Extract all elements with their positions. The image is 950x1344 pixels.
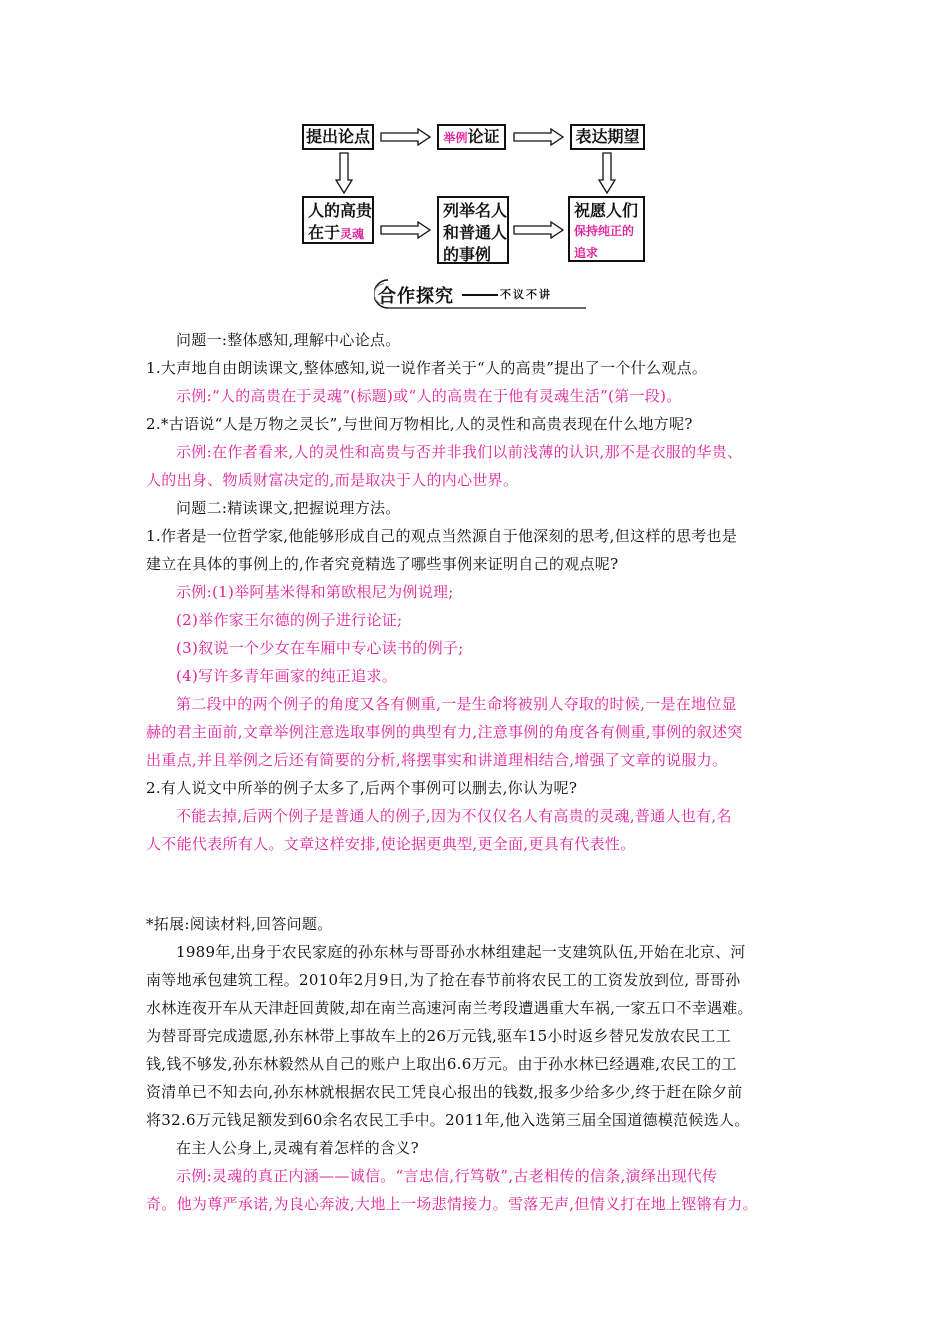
diagram-box-nobility-line1: 人的高贵 (308, 201, 373, 220)
text-line: 第二段中的两个例子的角度又各有侧重,一是生命将被别人夺取的时候,一是在地位显 (176, 695, 737, 713)
text-line: 建立在具体的事例上的,作者究竟精选了哪些事例来证明自己的观点呢? (146, 555, 619, 573)
text-line: (2)举作家王尔德的例子进行论证; (176, 611, 403, 629)
arrow-right-icon (380, 128, 432, 146)
text-line: 2.*古语说“人是万物之灵长”,与世间万物相比,人的灵性和高贵表现在什么地方呢? (146, 415, 693, 433)
arrow-right-icon (380, 221, 432, 239)
text-line: (4)写许多青年画家的纯正追求。 (176, 667, 398, 685)
text-line: 1.作者是一位哲学家,他能够形成自己的观点当然源自于他深刻的思考,但这样的思考也是 (146, 527, 738, 545)
diagram-box-nobility (302, 196, 374, 244)
diagram-box-expectation (570, 124, 645, 150)
diagram-box-examples-line2: 和普通人 (443, 223, 508, 242)
text-line: 将32.6万元钱足额发到60余名农民工手中。2011年,他入选第三届全国道德模范候选人。 (146, 1111, 750, 1129)
arrow-down-icon (335, 152, 353, 194)
section-banner-subtitle: 不议不讲 (500, 288, 552, 301)
diagram-box-wish-highlight2: 追求 (574, 246, 599, 260)
diagram-box-argument-label: 论证 (467, 127, 500, 146)
diagram-box-expectation-label: 表达期望 (575, 127, 640, 146)
text-line: 问题一:整体感知,理解中心论点。 (176, 331, 401, 349)
diagram-box-thesis (302, 124, 374, 150)
text-line: 人不能代表所有人。文章这样安排,使论据更典型,更全面,更具有代表性。 (146, 835, 636, 853)
diagram-box-wish-highlight1: 保持纯正的 (574, 224, 635, 238)
text-line: 资清单已不知去向,孙东林就根据农民工凭良心报出的钱数,报多少给多少,终于赶在除夕前 (146, 1083, 743, 1101)
arrow-down-icon (598, 152, 616, 194)
text-line: 奇。他为尊严承诺,为良心奔波,大地上一场悲情接力。雪落无声,但情义打在地上铿锵有力。 (146, 1195, 758, 1213)
text-line: 钱,钱不够发,孙东林毅然从自己的账户上取出6.6万元。由于孙水林已经遇难,农民工的工 (146, 1055, 737, 1073)
text-line: 为替哥哥完成遗愿,孙东林带上事故车上的26万元钱,驱车15小时返乡替兄发放农民工工 (146, 1027, 732, 1045)
text-line: 2.有人说文中所举的例子太多了,后两个事例可以删去,你认为呢? (146, 779, 578, 797)
text-line: 1989年,出身于农民家庭的孙东林与哥哥孙水林组建起一支建筑队伍,开始在北京、河 (176, 943, 746, 961)
diagram-box-argument-highlight: 举例 (443, 131, 468, 145)
text-line: 问题二:精读课文,把握说理方法。 (176, 499, 401, 517)
text-line: 水林连夜开车从天津赶回黄陂,却在南兰高速河南兰考段遭遇重大车祸,一家五口不幸遇难。 (146, 999, 753, 1017)
section-banner-dash (462, 294, 498, 296)
diagram-box-wish (568, 196, 645, 262)
diagram-box-thesis-label: 提出论点 (305, 127, 370, 146)
text-line: 南等地承包建筑工程。2010年2月9日,为了抢在春节前将农民工的工资发放到位, 哥哥孙 (146, 971, 741, 989)
diagram-box-nobility-line2: 在于 (308, 223, 341, 242)
text-line: 1.大声地自由朗读课文,整体感知,说一说作者关于“人的高贵”提出了一个什么观点。 (146, 359, 708, 377)
text-line: 示例:灵魂的真正内涵——诚信。“言忠信,行笃敬”,古老相传的信条,演绎出现代传 (176, 1167, 718, 1185)
text-line: 不能去掉,后两个例子是普通人的例子,因为不仅仅名人有高贵的灵魂,普通人也有,名 (176, 807, 732, 825)
diagram-box-nobility-highlight: 灵魂 (340, 227, 365, 241)
diagram-box-argument (437, 124, 506, 150)
diagram-box-examples-line3: 的事例 (443, 245, 492, 264)
text-line: 示例:“人的高贵在于灵魂”(标题)或“人的高贵在于他有灵魂生活”(第一段)。 (176, 387, 682, 405)
arrow-right-icon (513, 221, 565, 239)
text-line: 赫的君主面前,文章举例注意选取事例的典型有力,注意事例的角度各有侧重,事例的叙述突 (146, 723, 743, 741)
text-line: 在主人公身上,灵魂有着怎样的含义? (176, 1139, 419, 1157)
text-line: 示例:(1)举阿基米得和第欧根尼为例说理; (176, 583, 454, 601)
text-line: (3)叙说一个少女在车厢中专心读书的例子; (176, 639, 464, 657)
arrow-right-icon (513, 128, 565, 146)
diagram-box-examples (437, 196, 509, 264)
text-line: 人的出身、物质财富决定的,而是取决于人的内心世界。 (146, 471, 519, 489)
diagram-box-examples-line1: 列举名人 (443, 201, 508, 220)
text-line: *拓展:阅读材料,回答问题。 (146, 915, 333, 933)
text-line: 示例:在作者看来,人的灵性和高贵与否并非我们以前浅薄的认识,那不是衣服的华贵、 (176, 443, 743, 461)
diagram-box-wish-line1: 祝愿人们 (574, 201, 639, 220)
section-banner-title: 合作探究 (378, 286, 454, 307)
text-line: 出重点,并且举例之后还有简要的分析,将摆事实和讲道理相结合,增强了文章的说服力。 (146, 751, 728, 769)
